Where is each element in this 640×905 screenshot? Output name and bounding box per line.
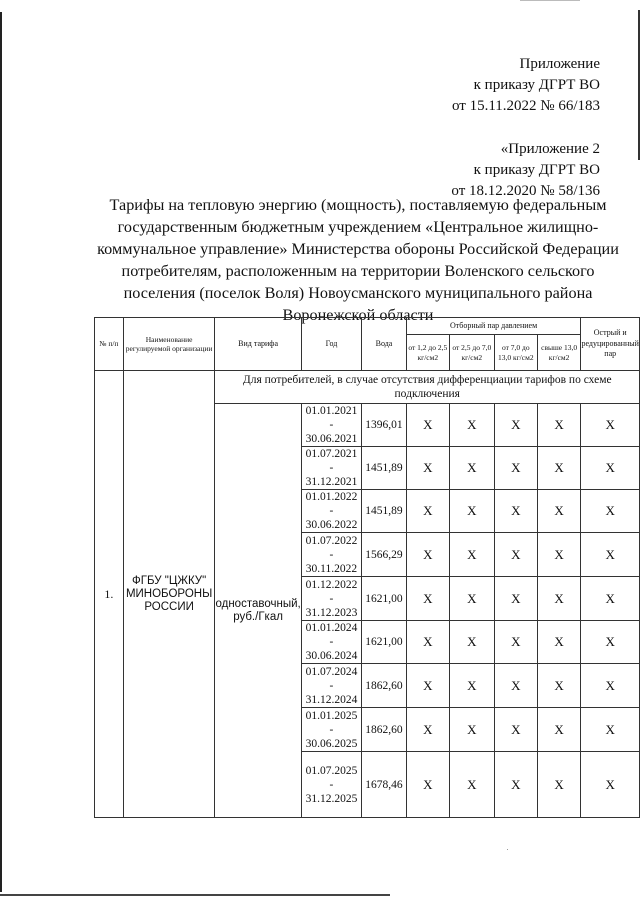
title-line: коммунальное управление» Министерства обороны Российской Федерации (97, 240, 619, 258)
sharp-steam-value: X (581, 752, 640, 818)
period-to: 31.12.2021 (305, 476, 358, 488)
water-value: 1621,00 (362, 621, 407, 664)
header-sharp-steam: Острый и редуцированный пар (581, 318, 640, 371)
steam-1-value: X (406, 577, 449, 621)
steam-1-value: X (406, 404, 449, 447)
steam-2-value: X (449, 708, 494, 752)
period-to: 30.06.2024 (305, 650, 358, 662)
period-sep: - (329, 636, 334, 648)
steam-1-value: X (406, 752, 449, 818)
steam-2-value: X (449, 664, 494, 708)
header-steam-2: от 2,5 до 7,0 кг/см2 (449, 335, 494, 371)
scan-speck (507, 849, 508, 850)
period-to: 30.06.2022 (305, 519, 358, 531)
steam-4-value: X (537, 490, 581, 533)
period-sep: - (329, 505, 334, 517)
period-from: 01.01.2021 (305, 405, 358, 417)
period-to: 31.12.2023 (305, 606, 358, 619)
period-from: 01.07.2021 (305, 448, 358, 460)
period-from: 01.07.2022 (305, 534, 358, 547)
water-value: 1451,89 (362, 490, 407, 533)
header-number: № п/п (95, 318, 124, 371)
period-cell (301, 404, 361, 447)
period-to: 31.12.2025 (305, 792, 358, 805)
tariff-table (94, 317, 640, 818)
appendix-reference (451, 139, 600, 202)
header-organization: Наименование регулируемой организации (123, 318, 215, 371)
steam-2-value: X (449, 533, 494, 577)
steam-3-value: X (494, 752, 537, 818)
period-from: 01.01.2022 (305, 491, 358, 503)
steam-1-value: X (406, 533, 449, 577)
steam-4-value: X (537, 621, 581, 664)
period-sep: - (329, 778, 334, 791)
steam-4-value: X (537, 404, 581, 447)
organization-name: ФГБУ "ЦЖКУ" МИНОБОРОНЫ РОССИИ (123, 371, 215, 818)
period-cell (301, 577, 361, 621)
appendix-header (452, 54, 600, 117)
period-sep: - (329, 462, 334, 474)
steam-3-value: X (494, 404, 537, 447)
steam-3-value: X (494, 533, 537, 577)
steam-4-value: X (537, 577, 581, 621)
period-to: 30.11.2022 (305, 562, 358, 575)
period-from: 01.01.2025 (305, 709, 358, 722)
steam-4-value: X (537, 708, 581, 752)
steam-1-value: X (406, 490, 449, 533)
title-line: государственным бюджетным учреждением «Центральное жилищно- (117, 218, 599, 236)
period-to: 31.12.2024 (305, 693, 358, 706)
steam-2-value: X (449, 490, 494, 533)
appendix-ref-line: к приказу ДГРТ ВО (473, 162, 600, 178)
steam-4-value: X (537, 533, 581, 577)
scan-edge-top (520, 0, 580, 1)
sharp-steam-value: X (581, 664, 640, 708)
steam-4-value: X (537, 752, 581, 818)
row-number: 1. (95, 371, 124, 818)
appendix-line: от 15.11.2022 № 66/183 (451, 98, 600, 114)
header-tariff-type: Вид тарифа (215, 318, 301, 371)
period-sep: - (329, 548, 334, 561)
water-value: 1862,60 (362, 708, 407, 752)
title-line: Воронежской области (282, 306, 434, 324)
steam-3-value: X (494, 708, 537, 752)
period-sep: - (329, 723, 334, 736)
appendix-ref-line: «Приложение 2 (500, 141, 600, 157)
sharp-steam-value: X (581, 577, 640, 621)
header-steam-group: Отборный пар давлением (406, 318, 581, 335)
sharp-steam-value: X (581, 490, 640, 533)
water-value: 1566,29 (362, 533, 407, 577)
water-value: 1678,46 (362, 752, 407, 818)
sharp-steam-value: X (581, 447, 640, 490)
period-sep: - (329, 592, 334, 605)
steam-2-value: X (449, 621, 494, 664)
header-steam-4: свыше 13,0 кг/см2 (537, 335, 581, 371)
sharp-steam-value: X (581, 533, 640, 577)
steam-1-value: X (406, 708, 449, 752)
steam-3-value: X (494, 664, 537, 708)
title-line: поселения (поселок Воля) Новоусманского муниципального района (123, 284, 593, 302)
appendix-ref-line: от 18.12.2020 № 58/136 (451, 183, 600, 199)
period-cell (301, 447, 361, 490)
document-title (94, 194, 622, 326)
steam-1-value: X (406, 621, 449, 664)
steam-4-value: X (537, 447, 581, 490)
header-year: Год (301, 318, 361, 371)
steam-3-value: X (494, 490, 537, 533)
water-value: 1396,01 (362, 404, 407, 447)
header-water: Вода (362, 318, 407, 371)
period-cell (301, 621, 361, 664)
steam-2-value: X (449, 447, 494, 490)
period-from: 01.07.2025 (305, 764, 358, 777)
period-cell (301, 708, 361, 752)
sharp-steam-value: X (581, 621, 640, 664)
steam-3-value: X (494, 447, 537, 490)
title-line: Тарифы на тепловую энергию (мощность), поставляемую федеральным (109, 196, 607, 214)
steam-2-value: X (449, 404, 494, 447)
period-to: 30.06.2025 (305, 737, 358, 750)
appendix-line: Приложение (519, 56, 600, 72)
section-label: Для потребителей, в случае отсутствия дифференциации тарифов по схеме подключения (215, 371, 640, 404)
water-value: 1862,60 (362, 664, 407, 708)
header-steam-3: от 7,0 до 13,0 кг/см2 (494, 335, 537, 371)
steam-3-value: X (494, 577, 537, 621)
steam-2-value: X (449, 577, 494, 621)
tariff-kind: одноставочный, руб./Гкал (215, 404, 301, 818)
period-from: 01.12.2022 (305, 578, 358, 591)
steam-4-value: X (537, 664, 581, 708)
water-value: 1621,00 (362, 577, 407, 621)
steam-3-value: X (494, 621, 537, 664)
period-cell (301, 490, 361, 533)
steam-1-value: X (406, 664, 449, 708)
period-cell (301, 533, 361, 577)
period-cell (301, 664, 361, 708)
period-from: 01.07.2024 (305, 665, 358, 678)
water-value: 1451,89 (362, 447, 407, 490)
period-to: 30.06.2021 (305, 433, 358, 445)
period-cell (301, 752, 361, 818)
steam-2-value: X (449, 752, 494, 818)
header-steam-1: от 1,2 до 2,5 кг/см2 (406, 335, 449, 371)
period-sep: - (329, 419, 334, 431)
scan-edge-bottom (0, 894, 390, 896)
period-from: 01.01.2024 (305, 622, 358, 634)
appendix-line: к приказу ДГРТ ВО (473, 77, 600, 93)
period-sep: - (329, 679, 334, 692)
scan-edge-left (0, 12, 2, 892)
sharp-steam-value: X (581, 708, 640, 752)
title-line: потребителям, расположенным на территории Воленского сельского (121, 262, 595, 280)
steam-1-value: X (406, 447, 449, 490)
sharp-steam-value: X (581, 404, 640, 447)
